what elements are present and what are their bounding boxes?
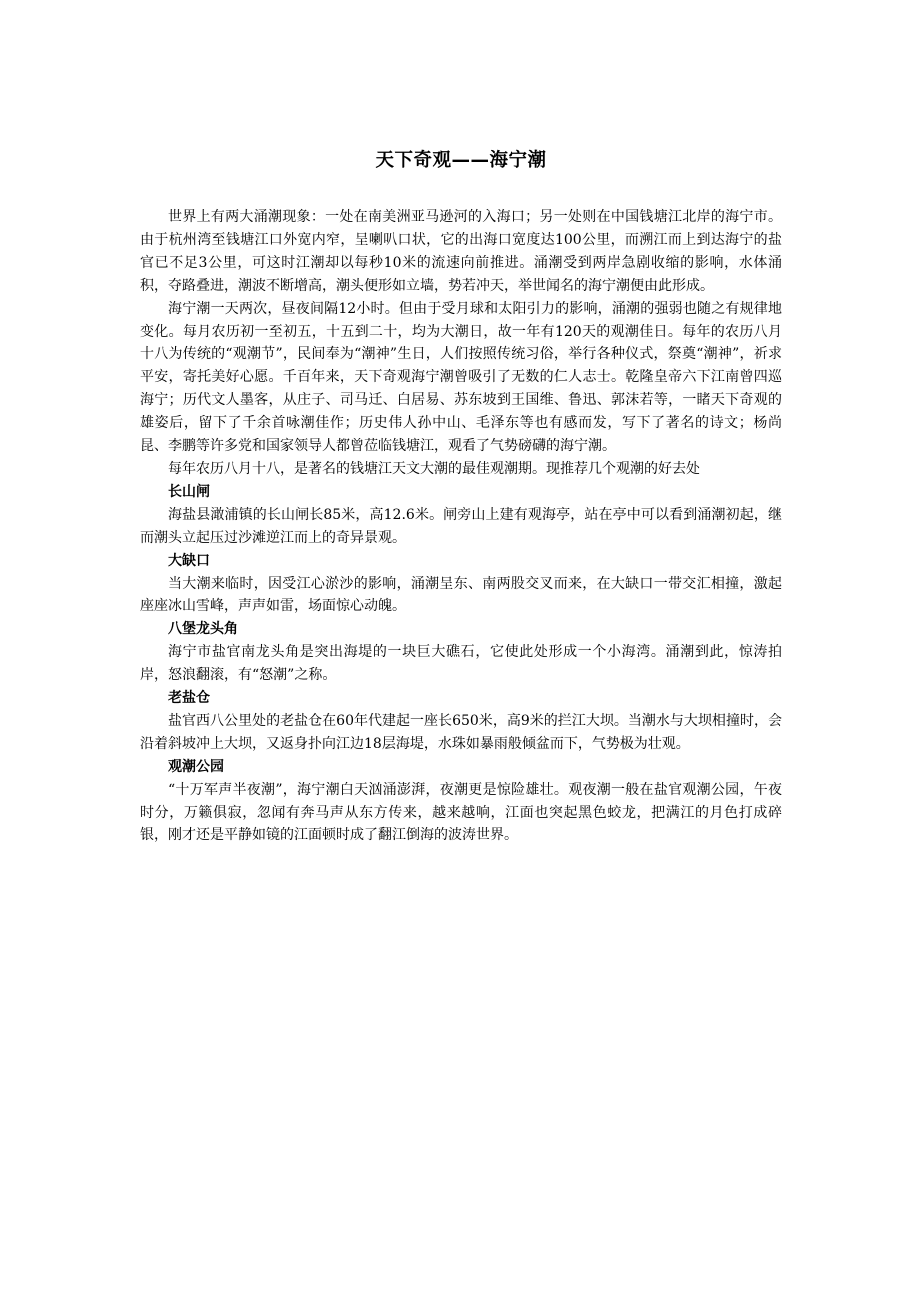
spot-heading-bapu-longtoujiao: 八堡龙头角 xyxy=(168,621,238,638)
document-page xyxy=(140,148,782,847)
spot-heading-changshanzha: 长山闸 xyxy=(168,483,210,500)
intro-paragraph-2: 海宁潮一天两次，昼夜间隔12小时。但由于受月球和太阳引力的影响，涌潮的强弱也随之有规律地变化。每月农历初一至初五，十五到二十，均为大潮日，故一年有120天的观潮佳日。每年的农历八月十八为传统的“观潮节”，民间奉为“潮神”生日，人们按照传统习俗，举行各种仪式，祭奠“潮神”，祈求平安，寄托美好心愿。千百年来，天下奇观海宁潮曾吸引了无数的仁人志士。乾隆皇帝六下江南曾四巡海宁；历代文人墨客，从庄子、司马迁、白居易、苏东坡到王国维、鲁迅、郭沫若等，一睹天下奇观的雄姿后，留下了千余首咏潮佳作；历史伟人孙中山、毛泽东等也有感而发，写下了著名的诗文；杨尚昆、李鹏等许多党和国家领导人都曾莅临钱塘江，观看了气势磅礴的海宁潮。 xyxy=(140,300,782,455)
intro-paragraph-3: 每年农历八月十八，是著名的钱塘江天文大潮的最佳观潮期。现推荐几个观潮的好去处 xyxy=(168,460,700,477)
spot-text-daquekou: 当大潮来临时，因受江心淤沙的影响，涌潮呈东、南两股交叉而来，在大缺口一带交汇相撞，激起座座冰山雪峰，声声如雷，场面惊心动魄。 xyxy=(140,575,782,615)
document-title: 天下奇观——海宁潮 xyxy=(375,150,547,171)
spot-text-guanchao-park: “十万军声半夜潮”，海宁潮白天汹涌澎湃，夜潮更是惊险雄壮。观夜潮一般在盐官观潮公园，午夜时分，万籁俱寂，忽闻有奔马声从东方传来，越来越响，江面也突起黑色蛟龙，把满江的月色打成碎银，刚才还是平静如镜的江面顿时成了翻江倒海的波涛世界。 xyxy=(140,781,782,844)
spot-heading-daquekou: 大缺口 xyxy=(168,552,210,569)
spot-text-bapu-longtoujiao: 海宁市盐官南龙头角是突出海堤的一块巨大礁石，它使此处形成一个小海湾。涌潮到此，惊涛拍岸，怒浪翻滚，有“怒潮”之称。 xyxy=(140,644,782,684)
intro-paragraph-1: 世界上有两大涌潮现象：一处在南美洲亚马逊河的入海口；另一处则在中国钱塘江北岸的海宁市。由于杭州湾至钱塘江口外宽内窄，呈喇叭口状，它的出海口宽度达100公里，而溯江而上到达海宁的盐官已不足3公里，可这时江潮却以每秒10米的流速向前推进。涌潮受到两岸急剧收缩的影响，水体涌积，夺路叠进，潮波不断增高，潮头便形如立墙，势若冲天，举世闻名的海宁潮便由此形成。 xyxy=(140,209,782,294)
spot-text-changshanzha: 海盐县澉浦镇的长山闸长85米，高12.6米。闸旁山上建有观海亭，站在亭中可以看到涌潮初起，继而潮头立起压过沙滩逆江而上的奇异景观。 xyxy=(140,506,782,546)
spot-heading-guanchao-park: 观潮公园 xyxy=(168,758,224,775)
spot-heading-laoyancang: 老盐仓 xyxy=(168,690,210,707)
spot-text-laoyancang: 盐官西八公里处的老盐仓在60年代建起一座长650米，高9米的拦江大坝。当潮水与大坝相撞时，会沿着斜坡冲上大坝，又返身扑向江边18层海堤，水珠如暴雨般倾盆而下，气势极为壮观。 xyxy=(140,712,782,752)
